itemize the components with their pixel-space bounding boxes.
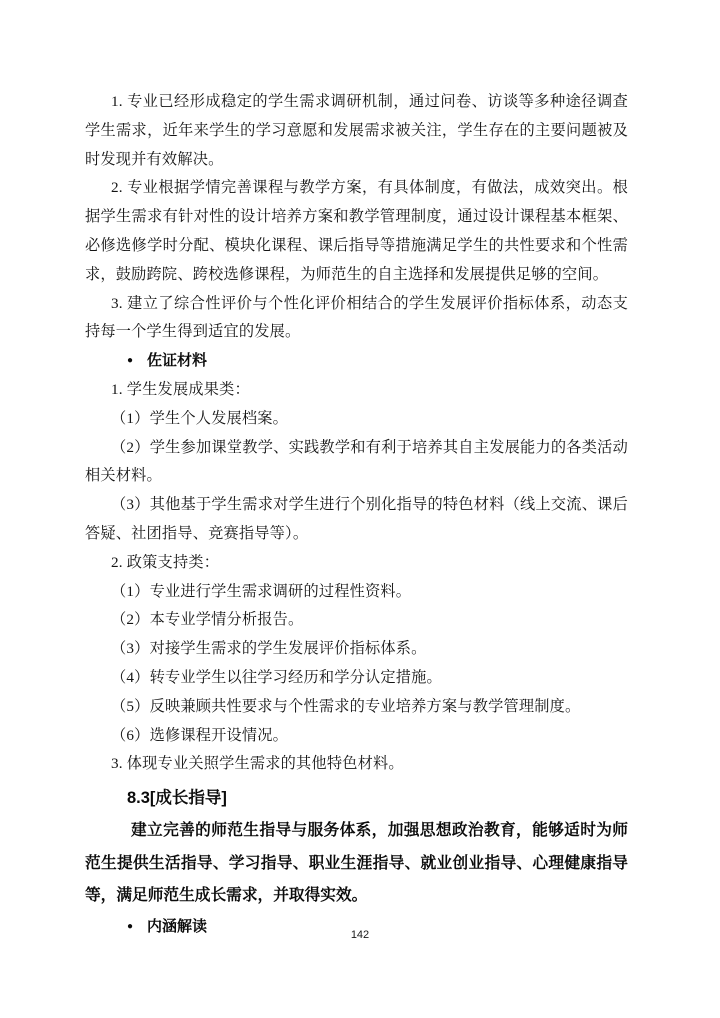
list-item: （3）对接学生需求的学生发展评价指标体系。 xyxy=(111,640,427,658)
page-number: 142 xyxy=(350,929,370,941)
evidence-materials-label: 佐证材料 xyxy=(147,352,208,370)
list-item: （5）反映兼顾共性要求与个性需求的专业培养方案与教学管理制度。 xyxy=(111,697,581,715)
page-content xyxy=(85,88,628,942)
bullet-icon: ● xyxy=(127,920,134,932)
list-item: （6）选修课程开设情况。 xyxy=(111,726,289,744)
list-item: （2）本专业学情分析报告。 xyxy=(111,611,304,629)
list-item: （4）转专业学生以往学习经历和学分认定措施。 xyxy=(111,668,442,686)
list-item: 3. 体现专业关照学生需求的其他特色材料。 xyxy=(111,755,404,773)
bullet-icon: ● xyxy=(127,355,134,367)
list-item: （1）学生个人发展档案。 xyxy=(111,409,289,427)
connotation-label: 内涵解读 xyxy=(147,917,208,935)
list-item: 1. 学生发展成果类： xyxy=(111,380,250,398)
list-item: （1）专业进行学生需求调研的过程性资料。 xyxy=(111,582,412,600)
evidence-materials-heading xyxy=(85,347,628,376)
list-item: （3）其他基于学生需求对学生进行个别化指导的特色材料（线上交流、课后答疑、社团指导、竞赛指导等）。 xyxy=(85,496,628,542)
section-intro-paragraph: 建立完善的师范生指导与服务体系，加强思想政治教育，能够适时为师范生提供生活指导、学习指导、职业生涯指导、就业创业指导、心理健康指导等，满足师范生成长需求，并取得实效。 xyxy=(85,822,628,905)
section-heading-growth-guidance: 8.3[成长指导] xyxy=(127,789,227,808)
list-item: 2. 政策支持类： xyxy=(111,553,220,571)
paragraph-curriculum-plan: 2. 专业根据学情完善课程与教学方案，有具体制度，有做法，成效突出。根据学生需求有针对性的设计培养方案和教学管理制度，通过设计课程基本框架、必修选修学时分配、模块化课程、课后指导等措施满足学生的共性要求和个性需求，鼓励跨院、跨校选修课程，为师范生的自主选择和发展提供足够的空间。 xyxy=(85,179,628,283)
list-item: （2）学生参加课堂教学、实践教学和有利于培养其自主发展能力的各类活动相关材料。 xyxy=(85,438,628,485)
paragraph-survey-mechanism: 1. 专业已经形成稳定的学生需求调研机制，通过问卷、访谈等多种途径调查学生需求，近年来学生的学习意愿和发展需求被关注，学生存在的主要问题被及时发现并有效解决。 xyxy=(85,93,628,168)
paragraph-evaluation-system: 3. 建立了综合性评价与个性化评价相结合的学生发展评价指标体系，动态支持每一个学生得到适宜的发展。 xyxy=(85,294,628,341)
